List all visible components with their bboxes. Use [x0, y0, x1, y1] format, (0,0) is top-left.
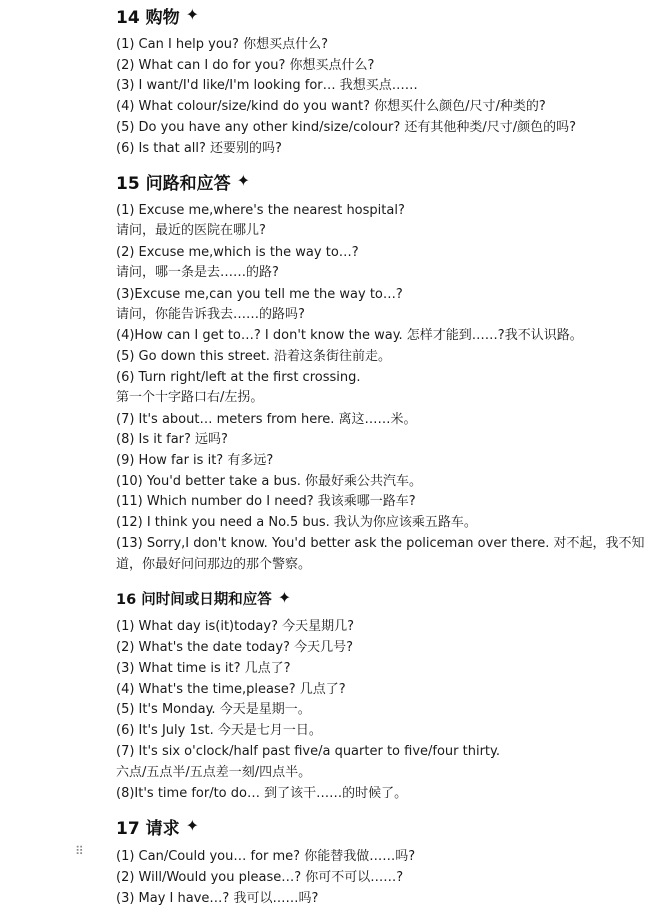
text-line: (6) Is that all? 还要别的吗? — [116, 141, 282, 156]
text-line: 第一个十字路口右/左拐。 — [116, 390, 264, 405]
text-line: (6) It's July 1st. 今天是七月一日。 — [116, 723, 322, 738]
text-line: (4) What colour/size/kind do you want? 你想买什么颜色/尺寸/种类的? — [116, 99, 546, 114]
text-line: (12) I think you need a No.5 bus. 我认为你应该乘五路车。 — [116, 515, 477, 530]
section-title: 16 问时间或日期和应答 — [116, 591, 272, 608]
text-line: 六点/五点半/五点差一刻/四点半。 — [116, 765, 312, 780]
section-title: 17 请求 — [116, 818, 180, 839]
text-line: (5) Go down this street. 沿着这条街往前走。 — [116, 349, 392, 364]
text-line: (8)It's time for/to do… 到了该干……的时候了。 — [116, 786, 408, 801]
text-line: (1) Excuse me,where's the nearest hospital? — [116, 203, 405, 218]
section-heading-requests — [116, 814, 199, 838]
text-line: 请问，最近的医院在哪儿? — [116, 223, 266, 238]
text-line: (3) May I have…? 我可以……吗? — [116, 891, 319, 906]
text-line: (1) What day is(it)today? 今天星期几? — [116, 619, 355, 634]
text-line: (1) Can/Could you… for me? 你能替我做……吗? — [116, 849, 416, 864]
text-line: (1) Can I help you? 你想买点什么? — [116, 37, 328, 52]
text-line: (10) You'd better take a bus. 你最好乘公共汽车。 — [116, 474, 422, 489]
text-line: (8) Is it far? 远吗? — [116, 432, 228, 447]
section-title: 15 问路和应答 — [116, 173, 231, 194]
text-line: (7) It's six o'clock/half past five/a quarter to five/four thirty. — [116, 744, 500, 759]
text-line: 道，你最好问问那边的那个警察。 — [116, 557, 312, 572]
text-line: (11) Which number do I need? 我该乘哪一路车? — [116, 494, 416, 509]
text-line: 请问，你能告诉我去……的路吗? — [116, 307, 305, 322]
text-line: (5) Do you have any other kind/size/colour? 还有其他种类/尺寸/颜色的吗? — [116, 120, 577, 135]
sparkle-icon: ✦ — [185, 816, 199, 835]
text-line: (3)Excuse me,can you tell me the way to…? — [116, 287, 403, 302]
text-line: (4)How can I get to…? I don't know the way. 怎样才能到……?我不认识路。 — [116, 328, 583, 343]
text-line: (2) Will/Would you please…? 你可不可以……? — [116, 870, 404, 885]
sparkle-icon: ✦ — [185, 5, 199, 24]
drag-handle-icon[interactable]: ⠿ — [75, 844, 85, 858]
text-line: (2) Excuse me,which is the way to…? — [116, 245, 359, 260]
sparkle-icon: ✦ — [277, 588, 292, 607]
section-heading-shopping — [116, 3, 199, 27]
section-title: 14 购物 — [116, 7, 180, 28]
text-line: (13) Sorry,I don't know. You'd better ask the policeman over there. 对不起，我不知 — [116, 536, 645, 551]
text-line: (7) It's about… meters from here. 离这……米。 — [116, 412, 417, 427]
text-line: (6) Turn right/left at the first crossing. — [116, 370, 361, 385]
text-line: (3) I want/I'd like/I'm looking for… 我想买点…… — [116, 78, 418, 93]
sparkle-icon: ✦ — [236, 171, 250, 190]
section-heading-directions — [116, 169, 250, 193]
text-line: (4) What's the time,please? 几点了? — [116, 682, 346, 697]
text-line: (5) It's Monday. 今天是星期一。 — [116, 702, 311, 717]
text-line: (9) How far is it? 有多远? — [116, 453, 274, 468]
text-line: (3) What time is it? 几点了? — [116, 661, 291, 676]
section-heading-time-date — [116, 587, 291, 609]
text-line: (2) What's the date today? 今天几号? — [116, 640, 353, 655]
text-line: (2) What can I do for you? 你想买点什么? — [116, 58, 375, 73]
text-line: 请问，哪一条是去……的路? — [116, 265, 279, 280]
